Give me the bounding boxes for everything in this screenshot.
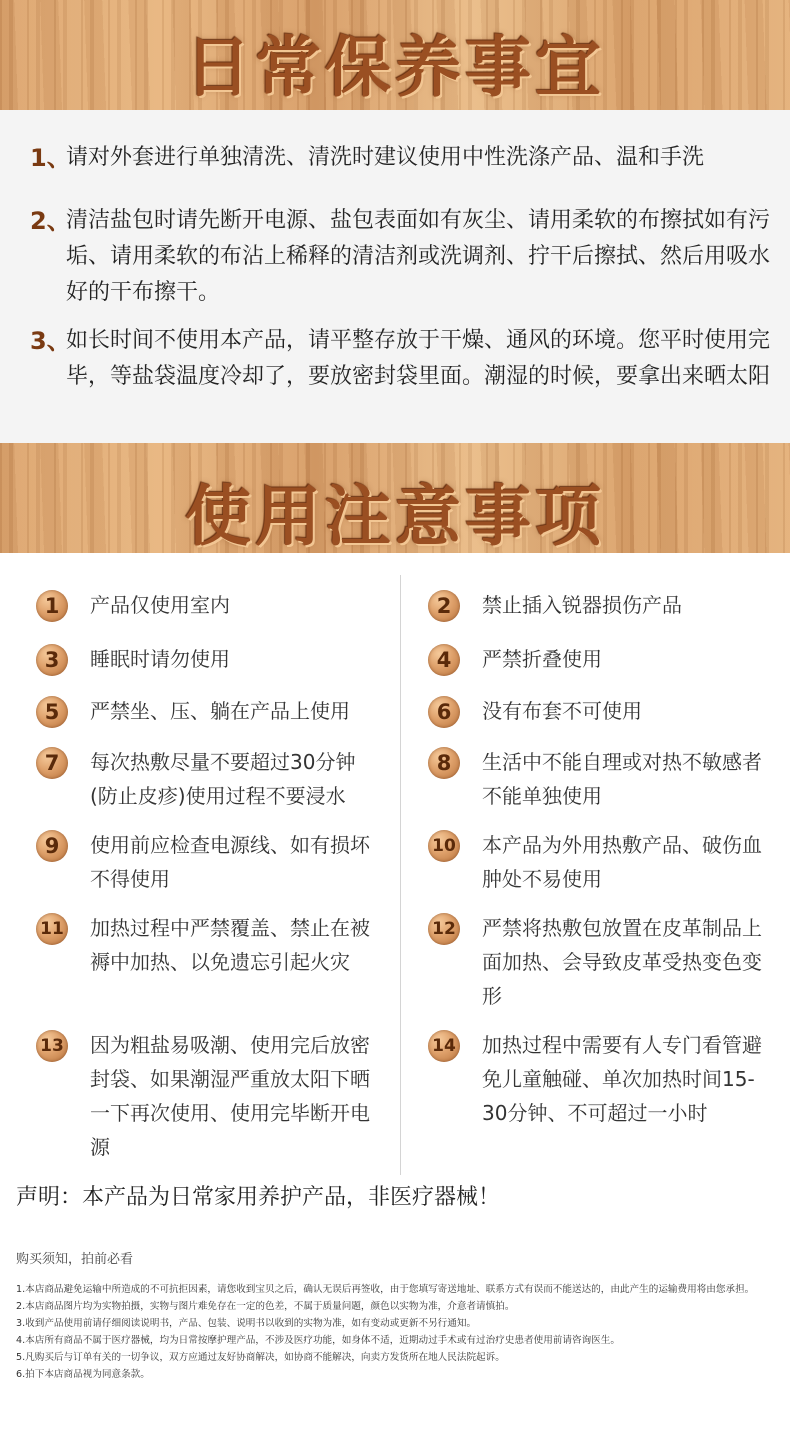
notice-item bbox=[428, 911, 772, 1013]
notice-text: 加热过程中严禁覆盖、禁止在被褥中加热、以免遗忘引起火灾 bbox=[90, 916, 370, 974]
number-badge: 11 bbox=[36, 913, 68, 945]
notice-text: 生活中不能自理或对热不敏感者不能单独使用 bbox=[482, 750, 762, 808]
purchase-notice-item: 2.本店商品图片均为实物拍摄，实物与图片难免存在一定的色差，不属于质量问题，颜色以实物为准，介意者请慎拍。 bbox=[16, 1301, 515, 1312]
number-badge: 3 bbox=[36, 644, 68, 676]
purchase-notice-title: 购买须知，拍前必看 bbox=[16, 1252, 134, 1267]
care-instructions bbox=[0, 110, 790, 443]
notice-item bbox=[36, 694, 380, 728]
notice-text: 睡眠时请勿使用 bbox=[90, 647, 230, 671]
notice-banner bbox=[0, 443, 790, 553]
number-badge: 9 bbox=[36, 830, 68, 862]
care-item bbox=[30, 323, 775, 395]
notice-item bbox=[428, 828, 772, 896]
care-section-title: 日常保养事宜 bbox=[185, 28, 605, 106]
number-badge: 14 bbox=[428, 1030, 460, 1062]
care-item-number: 1、 bbox=[30, 144, 71, 172]
purchase-notice bbox=[16, 1248, 776, 1383]
number-badge: 10 bbox=[428, 830, 460, 862]
notice-item bbox=[428, 694, 772, 728]
notice-item bbox=[428, 1028, 772, 1130]
notice-text: 严禁坐、压、躺在产品上使用 bbox=[90, 699, 350, 723]
notice-item bbox=[36, 828, 380, 896]
purchase-notice-item: 1.本店商品避免运输中所造成的不可抗拒因素，请您收到宝贝之后，确认无误后再签收，由于您填写寄送地址、联系方式有误而不能送达的，由此产生的运输费用将由您承担。 bbox=[16, 1284, 755, 1295]
notice-item bbox=[36, 642, 380, 676]
care-item-text: 如长时间不使用本产品，请平整存放于干燥、通风的环境。您平时使用完毕，等盐袋温度冷却了，要放密封袋里面。潮湿的时候，要拿出来晒太阳 bbox=[66, 328, 771, 389]
notice-list bbox=[0, 553, 790, 1173]
number-badge: 2 bbox=[428, 590, 460, 622]
notice-text: 本产品为外用热敷产品、破伤血肿处不易使用 bbox=[482, 833, 762, 891]
number-badge: 12 bbox=[428, 913, 460, 945]
disclaimer-statement: 声明：本产品为日常家用养护产品，非医疗器械！ bbox=[16, 1185, 501, 1210]
notice-text: 使用前应检查电源线、如有损坏不得使用 bbox=[90, 833, 370, 891]
purchase-notice-item: 3.收到产品使用前请仔细阅读说明书，产品、包装、说明书以收到的实物为准，如有变动或更新不另行通知。 bbox=[16, 1318, 477, 1329]
notice-item bbox=[428, 588, 772, 622]
care-item bbox=[30, 140, 775, 176]
number-badge: 1 bbox=[36, 590, 68, 622]
notice-text: 因为粗盐易吸潮、使用完后放密封袋、如果潮湿严重放太阳下晒一下再次使用、使用完毕断开电源 bbox=[90, 1033, 370, 1159]
purchase-notice-item: 4.本店所有商品不属于医疗器械，均为日常按摩护理产品，不涉及医疗功能，如身体不适，近期动过手术或有过治疗史患者使用前请咨询医生。 bbox=[16, 1335, 620, 1346]
notice-item bbox=[428, 745, 772, 813]
purchase-notice-item: 5.凡购买后与订单有关的一切争议，双方应通过友好协商解决，如协商不能解决，向卖方发货所在地人民法院起诉。 bbox=[16, 1352, 505, 1363]
care-item-text: 清洁盐包时请先断开电源、盐包表面如有灰尘、请用柔软的布擦拭如有污垢、请用柔软的布沾上稀释的清洁剂或洗调剂、拧干后擦拭、然后用吸水好的干布擦干。 bbox=[66, 208, 771, 305]
care-item-number: 3、 bbox=[30, 327, 71, 355]
number-badge: 8 bbox=[428, 747, 460, 779]
number-badge: 6 bbox=[428, 696, 460, 728]
number-badge: 5 bbox=[36, 696, 68, 728]
care-item bbox=[30, 203, 775, 311]
notice-text: 没有布套不可使用 bbox=[482, 699, 642, 723]
notice-text: 每次热敷尽量不要超过30分钟(防止皮疹)使用过程不要浸水 bbox=[90, 750, 356, 808]
notice-text: 严禁折叠使用 bbox=[482, 647, 602, 671]
care-item-text: 请对外套进行单独清洗、清洗时建议使用中性洗涤产品、温和手洗 bbox=[66, 145, 705, 170]
notice-item bbox=[428, 642, 772, 676]
notice-item bbox=[36, 911, 380, 979]
notice-item bbox=[36, 1028, 380, 1164]
column-divider bbox=[400, 575, 401, 1175]
purchase-notice-item: 6.拍下本店商品视为同意条款。 bbox=[16, 1369, 150, 1380]
care-banner bbox=[0, 0, 790, 110]
notice-text: 加热过程中需要有人专门看管避免儿童触碰、单次加热时间15-30分钟、不可超过一小时 bbox=[482, 1033, 762, 1125]
notice-text: 禁止插入锐器损伤产品 bbox=[482, 593, 682, 617]
number-badge: 13 bbox=[36, 1030, 68, 1062]
number-badge: 7 bbox=[36, 747, 68, 779]
notice-text: 产品仅使用室内 bbox=[90, 593, 230, 617]
number-badge: 4 bbox=[428, 644, 460, 676]
notice-item bbox=[36, 745, 380, 813]
notice-text: 严禁将热敷包放置在皮革制品上面加热、会导致皮革受热变色变形 bbox=[482, 916, 762, 1008]
notice-section-title: 使用注意事项 bbox=[185, 477, 605, 555]
care-item-number: 2、 bbox=[30, 207, 71, 235]
notice-item bbox=[36, 588, 380, 622]
